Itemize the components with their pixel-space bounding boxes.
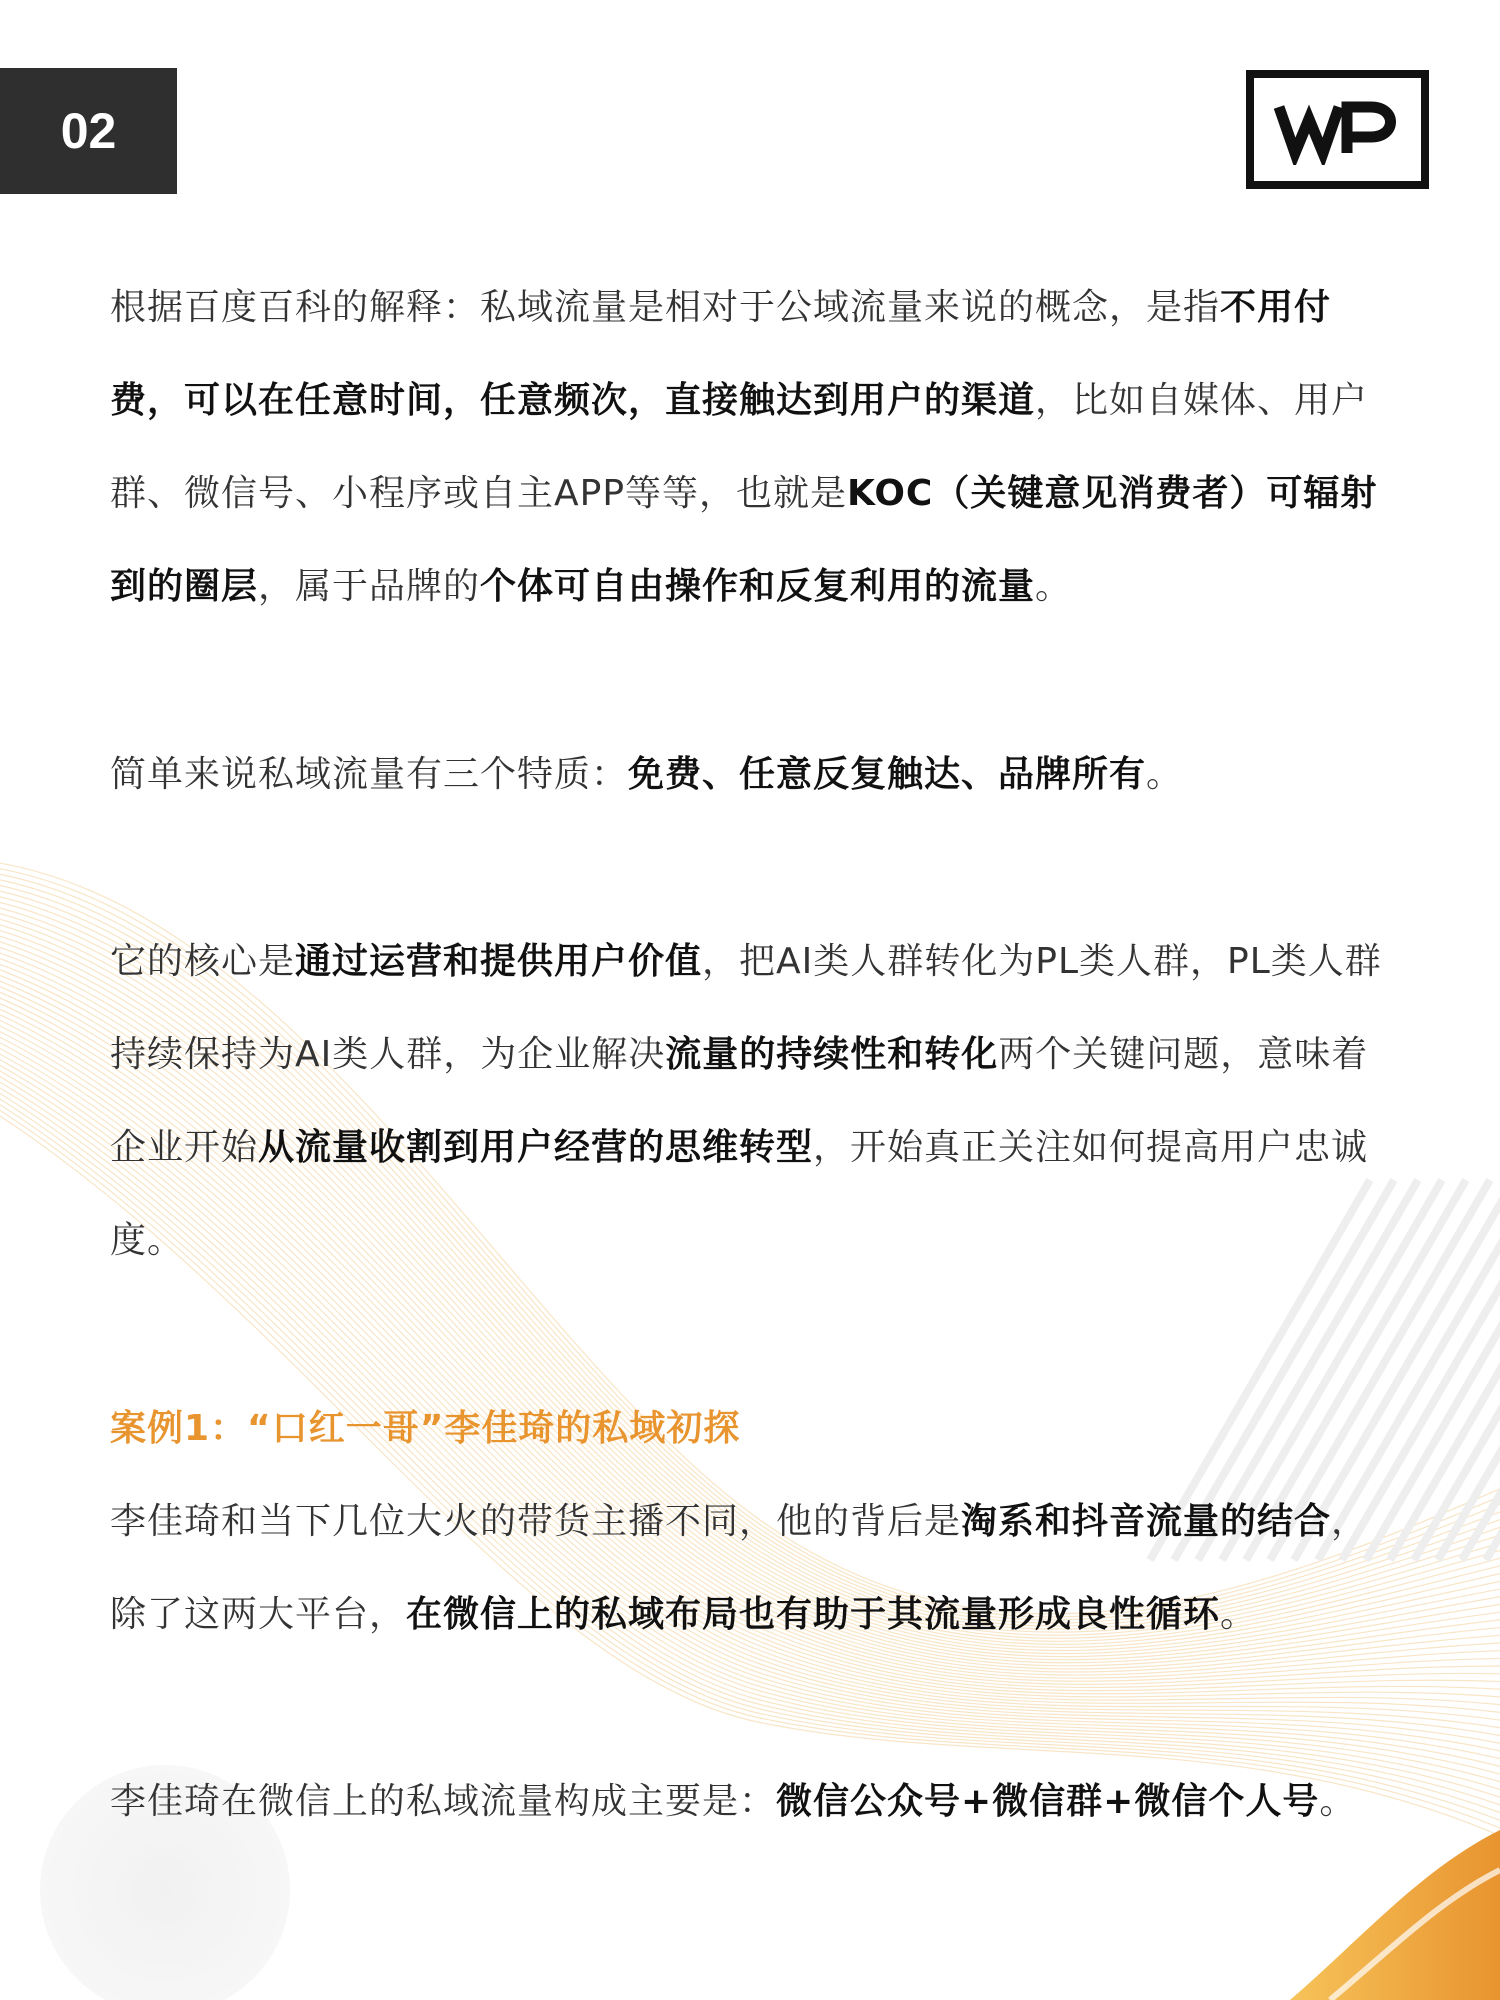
text: 。 xyxy=(1146,754,1184,795)
paragraph-traits xyxy=(110,728,1400,821)
text: ，除了这两大平台， xyxy=(110,1501,1369,1635)
paragraph-case-intro xyxy=(110,1475,1400,1661)
text: 简单来说私域流量有三个特质： xyxy=(110,754,629,795)
text: ，比如自媒体、用户群、微信号、小程序或自主APP等等，也就是 xyxy=(110,380,1369,514)
bold-text: 在微信上的私域布局也有助于其流量形成良性循环 xyxy=(406,1594,1221,1635)
bold-text: 通过运营和提供用户价值 xyxy=(295,941,703,982)
text: ，开始真正关注如何提高用户忠诚度。 xyxy=(110,1127,1369,1261)
text: 它的核心是 xyxy=(110,941,296,982)
bold-text: 不用付费，可以在任意时间，任意频次，直接触达到用户的渠道 xyxy=(110,287,1332,421)
page-number-badge: 02 xyxy=(0,68,177,194)
wp-logo xyxy=(1246,70,1429,189)
text: 李佳琦在微信上的私域流量构成主要是： xyxy=(110,1781,777,1822)
bold-text: KOC（关键意见消费者）可辐射到的圈层 xyxy=(110,473,1378,607)
text: 。 xyxy=(1319,1781,1357,1822)
text: ，把AI类人群转化为PL类人群，PL类人群持续保持为AI类人群，为企业解决 xyxy=(110,941,1382,1075)
bold-text: 个体可自由操作和反复利用的流量 xyxy=(480,566,1036,607)
paragraph-case-composition xyxy=(110,1755,1400,1848)
bold-text: 淘系和抖音流量的结合 xyxy=(961,1501,1332,1542)
bold-text: 微信公众号+微信群+微信个人号 xyxy=(776,1781,1320,1822)
wp-logo-mark xyxy=(1273,95,1403,165)
text: 李佳琦和当下几位大火的带货主播不同，他的背后是 xyxy=(110,1501,962,1542)
bold-text: 从流量收割到用户经营的思维转型 xyxy=(258,1127,814,1168)
paragraph-core xyxy=(110,915,1400,1287)
case-title: 案例1：“口红一哥”李佳琦的私域初探 xyxy=(110,1408,741,1449)
text: 两个关键问题，意味着企业开始 xyxy=(110,1034,1369,1168)
bold-text: 免费、任意反复触达、品牌所有 xyxy=(628,754,1147,795)
orange-swoosh xyxy=(1290,1830,1500,2000)
text: 。 xyxy=(1035,566,1073,607)
bold-text: 流量的持续性和转化 xyxy=(665,1034,999,1075)
paragraph-definition xyxy=(110,261,1400,633)
text: 。 xyxy=(1220,1594,1258,1635)
text: 根据百度百科的解释：私域流量是相对于公域流量来说的概念，是指 xyxy=(110,287,1221,328)
text: ，属于品牌的 xyxy=(258,566,481,607)
